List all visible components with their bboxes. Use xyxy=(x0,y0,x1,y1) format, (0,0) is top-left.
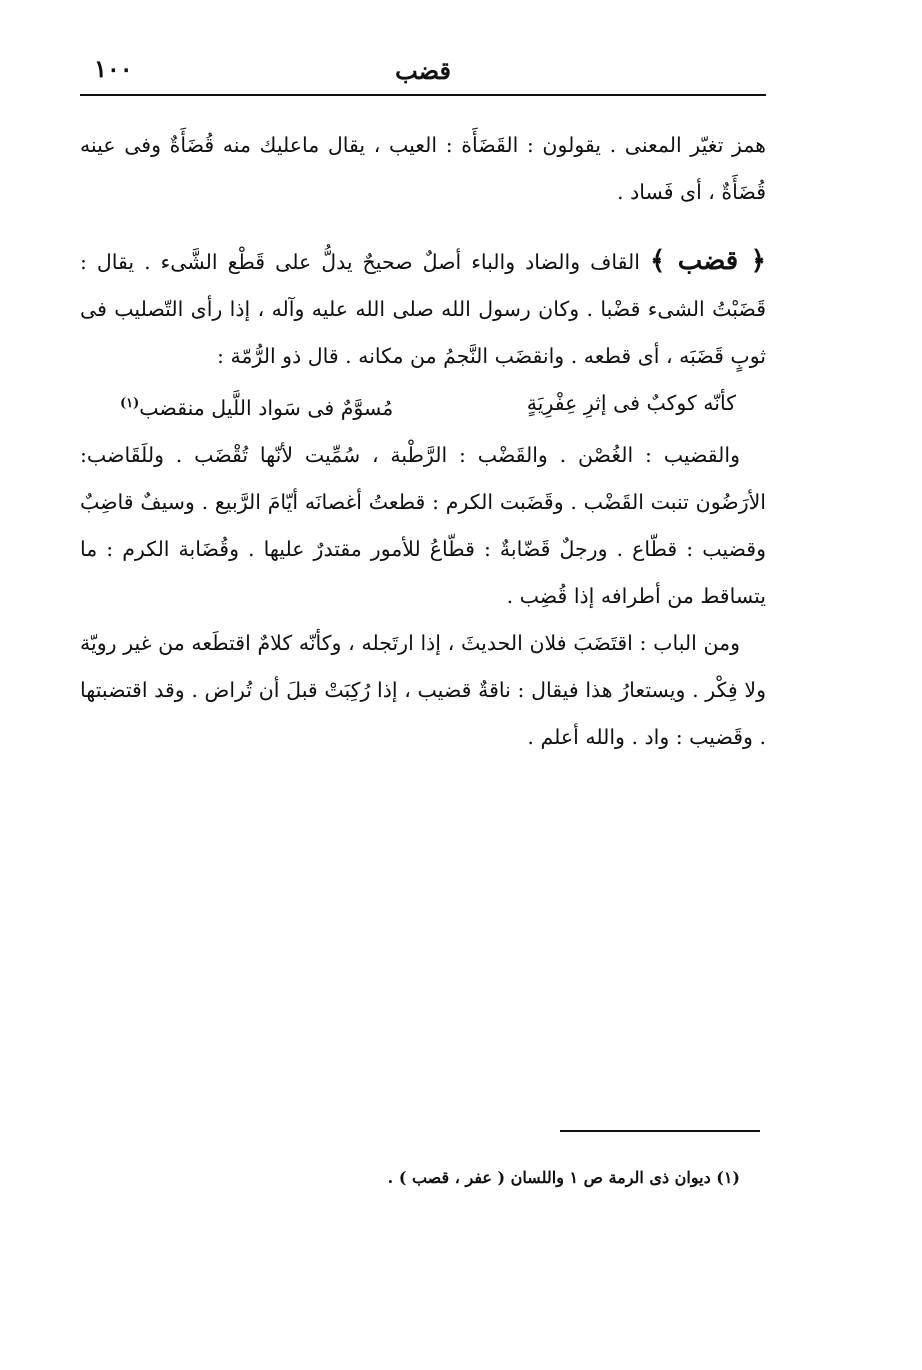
main-text xyxy=(80,122,766,761)
paragraph-entry xyxy=(80,238,766,380)
page-header xyxy=(80,54,766,94)
verse-first-hemistich: كأنّه كوكبٌ فى إثرِ عِفْرِيَةٍ xyxy=(526,391,736,415)
entry-definition: القاف والضاد والباء أصلٌ صحيحٌ يدلُّ على قَطْع الشَّىء . يقال : قَضَبْتُ الشىء قضْبا . وكان رسول الله صلى الله عليه وآله ، إذا رأى التّصليب فى ثوبٍ قَضَبَه ، أى قطعه . وانقضَب النَّجمُ من مكانه . قال ذو الرُّمّة : xyxy=(80,250,766,368)
paragraph-derived xyxy=(80,620,766,761)
paragraph-derived-text: ومن الباب : اقتَضَبَ فلان الحديثَ ، إذا ارتَجله ، وكأنّه كلامٌ اقتطَعه من غير رويّة ولا فِكْر . ويستعارُ هذا فيقال : ناقةٌ قضيب ، إذا رُكِبَتْ قبلَ أن تُراض . وقد اقتضبتها . وقَضيب : واد . والله أعلم . xyxy=(80,630,766,749)
footnote-marker: (١) xyxy=(120,396,140,411)
entry-headword: ﴿ قضب ﴾ xyxy=(649,246,766,276)
poetry-verse xyxy=(80,380,766,432)
footnote: (١) ديوان ذى الرمة ص ١ واللسان ( عفر ، قصب ) . xyxy=(387,1168,740,1187)
page-number: ١٠٠ xyxy=(94,54,133,83)
paragraph-meanings-text: والقضيب : الغُصْن . والقَضْب : الرَّطْبة ، سُمِّيت لأنّها تُقْضَب . وللَقَاضب: الأرَضُون تنبت القَضْب . وقَضَبت الكرم : قطعتُ أغصانَه أيّامَ الرَّبيع . وسيفٌ قاضِبٌ وقضيب : قطّاع . ورجلٌ قَضّابةٌ : قطّاعُ للأمور مقتدرٌ عليها . وقُضَابة الكرم : ما يتساقط من أطرافه إذا قُضِب . xyxy=(80,442,766,608)
verse-second-hemistich xyxy=(120,380,393,432)
paragraph-meanings xyxy=(80,432,766,620)
header-divider xyxy=(80,94,766,96)
running-head: قضب xyxy=(395,56,451,85)
footnote-divider xyxy=(560,1130,760,1132)
paragraph-continuation: همز تغيّر المعنى . يقولون : القَضَأَة : العيب ، يقال ماعليك منه قُضَأَةٌ وفى عينه قُضَأَةٌ ، أى فَساد . xyxy=(80,133,766,204)
verse-second-text: مُسوَّمٌ فى سَواد اللَّيل منقضب xyxy=(139,395,394,420)
